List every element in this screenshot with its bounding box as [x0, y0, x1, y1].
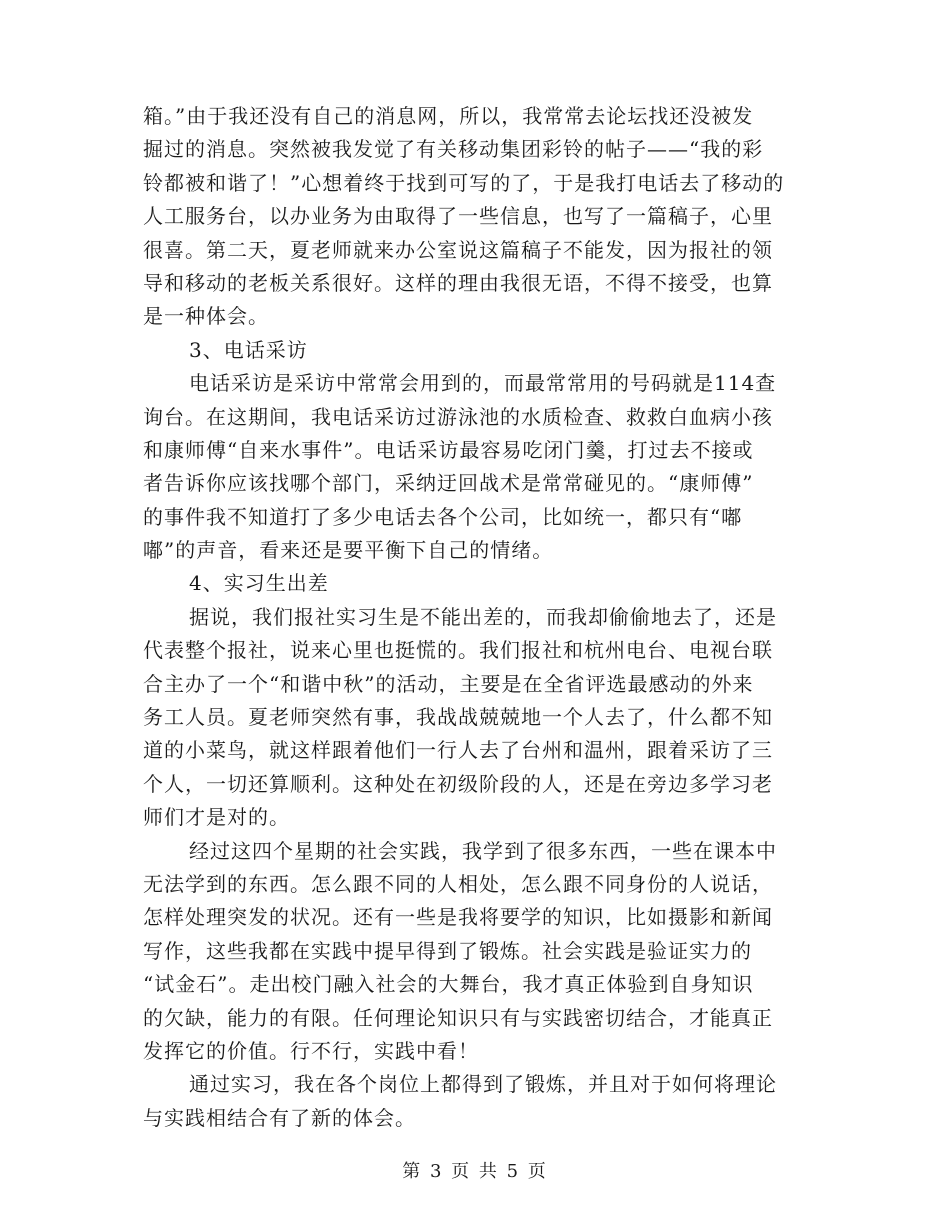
text-line: 电话采访是采访中常常会用到的，而最常常用的号码就是114查: [189, 371, 777, 396]
text-line: 通过实习，我在各个岗位上都得到了锻炼，并且对于如何将理论: [189, 1072, 777, 1097]
text-line: 发挥它的价值。行不行，实践中看！: [143, 1038, 479, 1063]
text-line: 师们才是对的。: [143, 805, 290, 830]
text-line: 导和移动的老板关系很好。这样的理由我很无语，不得不接受，也算: [143, 270, 773, 295]
section-heading: 3、电话采访: [189, 337, 308, 362]
text-line: “试金石”。走出校门融入社会的大舞台，我才真正体验到自身知识: [143, 972, 754, 997]
text-line: 很喜。第二天，夏老师就来办公室说这篇稿子不能发，因为报社的领: [143, 237, 773, 262]
text-line: 经过这四个星期的社会实践，我学到了很多东西，一些在课本中: [189, 838, 777, 863]
text-line: 人工服务台，以办业务为由取得了一些信息，也写了一篇稿子，心里: [143, 204, 773, 229]
document-body: [143, 100, 803, 1135]
text-line: 铃都被和谐了！”心想着终于找到可写的了，于是我打电话去了移动的: [143, 170, 785, 195]
text-line: 代表整个报社，说来心里也挺慌的。我们报社和杭州电台、电视台联: [143, 638, 773, 663]
text-line: 务工人员。夏老师突然有事，我战战兢兢地一个人去了，什么都不知: [143, 705, 773, 730]
text-line: 无法学到的东西。怎么跟不同的人相处，怎么跟不同身份的人说话，: [143, 871, 773, 896]
text-line: 道的小菜鸟，就这样跟着他们一行人去了台州和温州，跟着采访了三: [143, 738, 773, 763]
text-line: 箱。”由于我还没有自己的消息网，所以，我常常去论坛找还没被发: [143, 104, 754, 128]
text-line: 的欠缺，能力的有限。任何理论知识只有与实践密切结合，才能真正: [143, 1005, 773, 1030]
text-line: 个人，一切还算顺利。这种处在初级阶段的人，还是在旁边多学习老: [143, 771, 773, 796]
text-line: 掘过的消息。突然被我发觉了有关移动集团彩铃的帖子——“我的彩: [143, 137, 764, 162]
text-line: 与实践相结合有了新的体会。: [143, 1105, 416, 1130]
text-line: 据说，我们报社实习生是不能出差的，而我却偷偷地去了，还是: [189, 604, 777, 629]
text-line: 嘟”的声音，看来还是要平衡下自己的情绪。: [143, 538, 554, 563]
text-line: 的事件我不知道打了多少电话去各个公司，比如统一，都只有“嘟: [143, 504, 743, 529]
text-line: 合主办了一个“和谐中秋”的活动，主要是在全省评选最感动的外来: [143, 671, 754, 696]
text-line: 怎样处理突发的状况。还有一些是我将要学的知识，比如摄影和新闻: [143, 905, 773, 930]
text-line: 询台。在这期间，我电话采访过游泳池的水质检查、救救白血病小孩: [143, 404, 773, 429]
text-line: 是一种体会。: [143, 304, 269, 329]
text-line: 者告诉你应该找哪个部门，采纳迂回战术是常常碰见的。“康师傅”: [143, 471, 754, 496]
text-line: 写作，这些我都在实践中提早得到了锻炼。社会实践是验证实力的: [143, 938, 752, 963]
text-line: 和康师傅“自来水事件”。电话采访最容易吃闭门羹，打过去不接或: [143, 437, 754, 462]
page-number-footer: 第 3 页 共 5 页: [402, 1161, 548, 1182]
section-heading: 4、实习生出差: [189, 571, 329, 596]
